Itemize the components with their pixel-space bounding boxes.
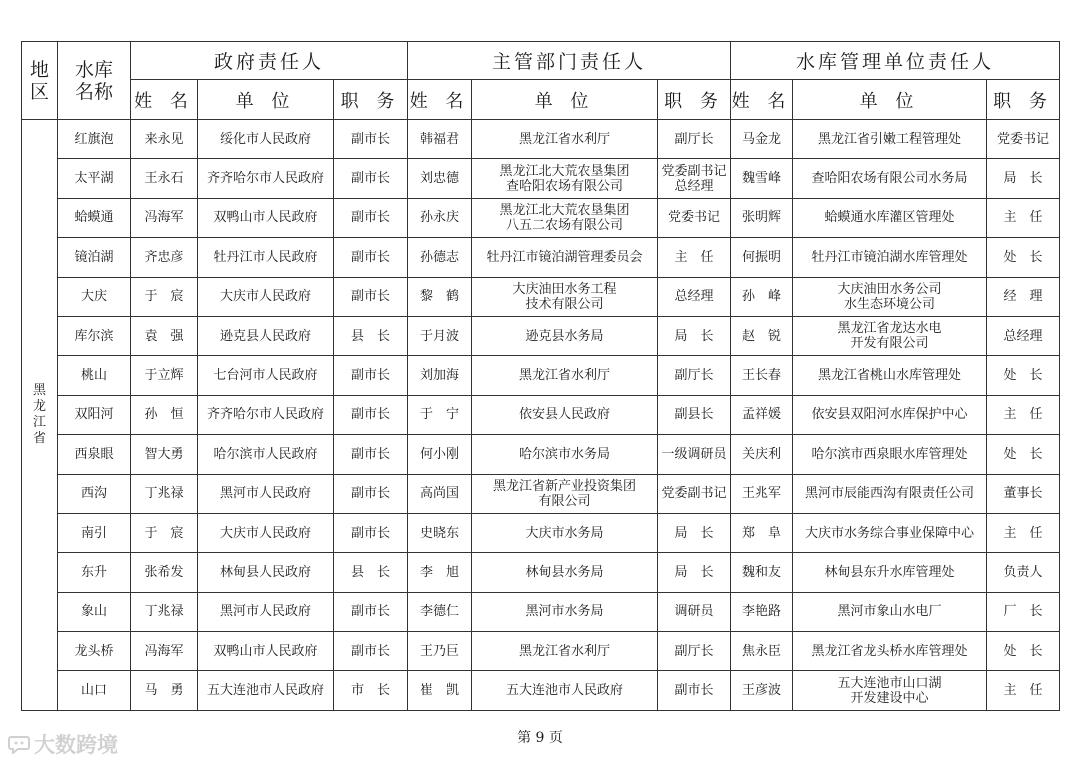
dept-title-cell: 局 长 — [658, 553, 731, 592]
header-dept-unit: 单 位 — [472, 80, 658, 120]
gov-unit-cell: 大庆市人民政府 — [198, 277, 334, 316]
table-row — [22, 395, 1060, 434]
gov-name-cell: 王永石 — [131, 159, 198, 198]
bubble-logo-icon — [8, 734, 30, 754]
mgmt-title-cell: 厂 长 — [987, 592, 1060, 631]
gov-title-cell: 副市长 — [334, 592, 408, 631]
dept-name-cell: 李德仁 — [408, 592, 472, 631]
gov-unit-cell: 哈尔滨市人民政府 — [198, 435, 334, 474]
dept-unit-cell: 大庆市水务局 — [472, 513, 658, 552]
dept-title-cell: 副厅长 — [658, 120, 731, 159]
table-row — [22, 277, 1060, 316]
gov-title-cell: 县 长 — [334, 316, 408, 355]
mgmt-name-cell: 马金龙 — [731, 120, 793, 159]
mgmt-unit-cell: 依安县双阳河水库保护中心 — [793, 395, 987, 434]
dept-unit-cell: 大庆油田水务工程 技术有限公司 — [472, 277, 658, 316]
mgmt-name-cell: 李艳路 — [731, 592, 793, 631]
gov-name-cell: 袁 强 — [131, 316, 198, 355]
mgmt-title-cell: 主 任 — [987, 198, 1060, 237]
table-row — [22, 513, 1060, 552]
mgmt-title-cell: 处 长 — [987, 238, 1060, 277]
gov-title-cell: 副市长 — [334, 474, 408, 513]
gov-name-cell: 智大勇 — [131, 435, 198, 474]
gov-unit-cell: 双鸭山市人民政府 — [198, 198, 334, 237]
mgmt-name-cell: 张明辉 — [731, 198, 793, 237]
header-mgmt-group: 水库管理单位责任人 — [731, 42, 1060, 80]
region-cell — [22, 120, 58, 711]
header-row-2 — [22, 80, 1060, 120]
gov-name-cell: 冯海军 — [131, 198, 198, 237]
dept-name-cell: 王乃巨 — [408, 632, 472, 671]
dept-name-cell: 韩福君 — [408, 120, 472, 159]
mgmt-title-cell: 局 长 — [987, 159, 1060, 198]
mgmt-name-cell: 郑 阜 — [731, 513, 793, 552]
mgmt-name-cell: 何振明 — [731, 238, 793, 277]
header-row-1 — [22, 42, 1060, 80]
gov-title-cell: 副市长 — [334, 435, 408, 474]
reservoir-cell: 山口 — [58, 671, 131, 710]
gov-title-cell: 副市长 — [334, 395, 408, 434]
mgmt-title-cell: 董事长 — [987, 474, 1060, 513]
mgmt-name-cell: 焦永臣 — [731, 632, 793, 671]
gov-name-cell: 于 宸 — [131, 513, 198, 552]
gov-unit-cell: 逊克县人民政府 — [198, 316, 334, 355]
gov-unit-cell: 绥化市人民政府 — [198, 120, 334, 159]
header-mgmt-title: 职 务 — [987, 80, 1060, 120]
reservoir-cell: 太平湖 — [58, 159, 131, 198]
gov-title-cell: 副市长 — [334, 159, 408, 198]
gov-unit-cell: 大庆市人民政府 — [198, 513, 334, 552]
mgmt-title-cell: 主 任 — [987, 671, 1060, 710]
dept-name-cell: 何小刚 — [408, 435, 472, 474]
dept-title-cell: 党委副书记 — [658, 474, 731, 513]
gov-title-cell: 副市长 — [334, 513, 408, 552]
mgmt-name-cell: 王彦波 — [731, 671, 793, 710]
mgmt-name-cell: 魏雪峰 — [731, 159, 793, 198]
gov-name-cell: 于 宸 — [131, 277, 198, 316]
header-dept-group: 主管部门责任人 — [408, 42, 731, 80]
dept-unit-cell: 黑龙江省新产业投资集团 有限公司 — [472, 474, 658, 513]
mgmt-name-cell: 赵 锐 — [731, 316, 793, 355]
dept-name-cell: 史晓东 — [408, 513, 472, 552]
mgmt-unit-cell: 黑龙江省桃山水库管理处 — [793, 356, 987, 395]
table-row — [22, 120, 1060, 159]
reservoir-cell: 南引 — [58, 513, 131, 552]
gov-name-cell: 于立辉 — [131, 356, 198, 395]
header-dept-title: 职 务 — [658, 80, 731, 120]
dept-name-cell: 刘加海 — [408, 356, 472, 395]
table-row — [22, 553, 1060, 592]
reservoir-cell: 红旗泡 — [58, 120, 131, 159]
dept-unit-cell: 黑河市水务局 — [472, 592, 658, 631]
dept-name-cell: 孙德志 — [408, 238, 472, 277]
gov-unit-cell: 牡丹江市人民政府 — [198, 238, 334, 277]
gov-title-cell: 市 长 — [334, 671, 408, 710]
dept-title-cell: 副县长 — [658, 395, 731, 434]
header-reservoir: 水库 名称 — [58, 42, 131, 120]
dept-title-cell: 调研员 — [658, 592, 731, 631]
dept-title-cell: 总经理 — [658, 277, 731, 316]
table-row — [22, 474, 1060, 513]
dept-unit-cell: 黑龙江省水利厅 — [472, 356, 658, 395]
mgmt-unit-cell: 黑龙江省龙头桥水库管理处 — [793, 632, 987, 671]
mgmt-title-cell: 处 长 — [987, 356, 1060, 395]
dept-name-cell: 崔 凯 — [408, 671, 472, 710]
mgmt-name-cell: 孟祥媛 — [731, 395, 793, 434]
gov-title-cell: 副市长 — [334, 198, 408, 237]
page-number: 第 9 页 — [517, 730, 563, 746]
dept-name-cell: 于 宁 — [408, 395, 472, 434]
dept-unit-cell: 逊克县水务局 — [472, 316, 658, 355]
mgmt-name-cell: 魏和友 — [731, 553, 793, 592]
mgmt-unit-cell: 林甸县东升水库管理处 — [793, 553, 987, 592]
table-row — [22, 671, 1060, 710]
reservoir-cell: 西沟 — [58, 474, 131, 513]
table-row — [22, 238, 1060, 277]
gov-unit-cell: 齐齐哈尔市人民政府 — [198, 395, 334, 434]
dept-title-cell: 副厅长 — [658, 632, 731, 671]
dept-title-cell: 党委书记 — [658, 198, 731, 237]
mgmt-name-cell: 关庆利 — [731, 435, 793, 474]
table-row — [22, 632, 1060, 671]
dept-name-cell: 刘忠德 — [408, 159, 472, 198]
gov-name-cell: 齐忠彦 — [131, 238, 198, 277]
reservoir-cell: 库尔滨 — [58, 316, 131, 355]
header-mgmt-name: 姓 名 — [731, 80, 793, 120]
mgmt-title-cell: 经 理 — [987, 277, 1060, 316]
watermark — [8, 729, 118, 759]
gov-title-cell: 副市长 — [334, 120, 408, 159]
dept-name-cell: 孙永庆 — [408, 198, 472, 237]
reservoir-cell: 桃山 — [58, 356, 131, 395]
dept-unit-cell: 黑龙江省水利厅 — [472, 632, 658, 671]
mgmt-title-cell: 主 任 — [987, 513, 1060, 552]
table-row — [22, 159, 1060, 198]
gov-unit-cell: 黑河市人民政府 — [198, 592, 334, 631]
reservoir-cell: 西泉眼 — [58, 435, 131, 474]
gov-name-cell: 孙 恒 — [131, 395, 198, 434]
dept-unit-cell: 黑龙江北大荒农垦集团 八五二农场有限公司 — [472, 198, 658, 237]
gov-unit-cell: 五大连池市人民政府 — [198, 671, 334, 710]
header-gov-unit: 单 位 — [198, 80, 334, 120]
mgmt-unit-cell: 黑龙江省龙达水电 开发有限公司 — [793, 316, 987, 355]
dept-title-cell: 局 长 — [658, 316, 731, 355]
gov-unit-cell: 双鸭山市人民政府 — [198, 632, 334, 671]
dept-title-cell: 局 长 — [658, 513, 731, 552]
gov-name-cell: 马 勇 — [131, 671, 198, 710]
dept-unit-cell: 五大连池市人民政府 — [472, 671, 658, 710]
dept-unit-cell: 牡丹江市镜泊湖管理委员会 — [472, 238, 658, 277]
mgmt-unit-cell: 大庆市水务综合事业保障中心 — [793, 513, 987, 552]
mgmt-title-cell: 总经理 — [987, 316, 1060, 355]
dept-title-cell: 副市长 — [658, 671, 731, 710]
reservoir-cell: 龙头桥 — [58, 632, 131, 671]
table-row — [22, 435, 1060, 474]
gov-unit-cell: 黑河市人民政府 — [198, 474, 334, 513]
gov-title-cell: 县 长 — [334, 553, 408, 592]
mgmt-title-cell: 处 长 — [987, 632, 1060, 671]
gov-name-cell: 来永见 — [131, 120, 198, 159]
dept-title-cell: 一级调研员 — [658, 435, 731, 474]
mgmt-title-cell: 党委书记 — [987, 120, 1060, 159]
header-mgmt-unit: 单 位 — [793, 80, 987, 120]
gov-title-cell: 副市长 — [334, 277, 408, 316]
header-gov-group: 政府责任人 — [131, 42, 408, 80]
dept-unit-cell: 哈尔滨市水务局 — [472, 435, 658, 474]
gov-name-cell: 张希发 — [131, 553, 198, 592]
table-row — [22, 592, 1060, 631]
header-dept-name: 姓 名 — [408, 80, 472, 120]
dept-unit-cell: 林甸县水务局 — [472, 553, 658, 592]
dept-unit-cell: 黑龙江北大荒农垦集团 查哈阳农场有限公司 — [472, 159, 658, 198]
gov-name-cell: 丁兆禄 — [131, 474, 198, 513]
dept-unit-cell: 依安县人民政府 — [472, 395, 658, 434]
mgmt-unit-cell: 查哈阳农场有限公司水务局 — [793, 159, 987, 198]
mgmt-unit-cell: 五大连池市山口湖 开发建设中心 — [793, 671, 987, 710]
dept-name-cell: 于月波 — [408, 316, 472, 355]
region-text: 黑龙江省 — [32, 382, 46, 446]
mgmt-title-cell: 负责人 — [987, 553, 1060, 592]
gov-name-cell: 冯海军 — [131, 632, 198, 671]
table-row — [22, 316, 1060, 355]
mgmt-unit-cell: 大庆油田水务公司 水生态环境公司 — [793, 277, 987, 316]
reservoir-cell: 镜泊湖 — [58, 238, 131, 277]
dept-name-cell: 黎 鹤 — [408, 277, 472, 316]
header-region: 地 区 — [22, 42, 58, 120]
reservoir-cell: 东升 — [58, 553, 131, 592]
dept-title-cell: 主 任 — [658, 238, 731, 277]
dept-title-cell: 副厅长 — [658, 356, 731, 395]
mgmt-unit-cell: 牡丹江市镜泊湖水库管理处 — [793, 238, 987, 277]
watermark-text: 大数跨境 — [34, 733, 118, 757]
reservoir-cell: 大庆 — [58, 277, 131, 316]
gov-title-cell: 副市长 — [334, 356, 408, 395]
reservoir-cell: 蛤蟆通 — [58, 198, 131, 237]
gov-name-cell: 丁兆禄 — [131, 592, 198, 631]
table-row — [22, 356, 1060, 395]
gov-title-cell: 副市长 — [334, 632, 408, 671]
gov-unit-cell: 齐齐哈尔市人民政府 — [198, 159, 334, 198]
gov-title-cell: 副市长 — [334, 238, 408, 277]
table-row — [22, 198, 1060, 237]
mgmt-unit-cell: 蛤蟆通水库灌区管理处 — [793, 198, 987, 237]
reservoir-cell: 象山 — [58, 592, 131, 631]
mgmt-unit-cell: 哈尔滨市西泉眼水库管理处 — [793, 435, 987, 474]
mgmt-name-cell: 孙 峰 — [731, 277, 793, 316]
mgmt-name-cell: 王兆军 — [731, 474, 793, 513]
mgmt-name-cell: 王长春 — [731, 356, 793, 395]
dept-name-cell: 高尚国 — [408, 474, 472, 513]
dept-title-cell: 党委副书记 总经理 — [658, 159, 731, 198]
responsibility-table — [21, 41, 1060, 711]
gov-unit-cell: 林甸县人民政府 — [198, 553, 334, 592]
mgmt-title-cell: 处 长 — [987, 435, 1060, 474]
dept-name-cell: 李 旭 — [408, 553, 472, 592]
header-gov-title: 职 务 — [334, 80, 408, 120]
gov-unit-cell: 七台河市人民政府 — [198, 356, 334, 395]
reservoir-cell: 双阳河 — [58, 395, 131, 434]
header-gov-name: 姓 名 — [131, 80, 198, 120]
mgmt-title-cell: 主 任 — [987, 395, 1060, 434]
mgmt-unit-cell: 黑河市象山水电厂 — [793, 592, 987, 631]
mgmt-unit-cell: 黑龙江省引嫩工程管理处 — [793, 120, 987, 159]
dept-unit-cell: 黑龙江省水利厅 — [472, 120, 658, 159]
mgmt-unit-cell: 黑河市辰能西沟有限责任公司 — [793, 474, 987, 513]
